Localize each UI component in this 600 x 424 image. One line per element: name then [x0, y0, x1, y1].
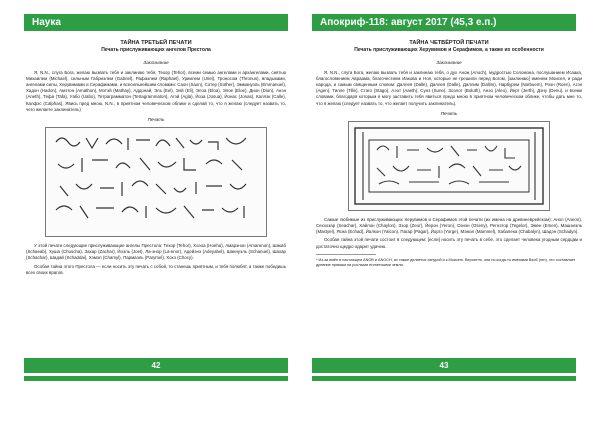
left-label-seal: Печать	[147, 116, 165, 122]
right-label-incantation: Заклинание	[436, 59, 462, 65]
right-caption: Самые любимые из прислуживающих Херувимов и Серафимов этой печати (их имена на древнееврейском): Анол (Aneon), Сеххозар (Seachar), Хайлон (Chaylon), Зэор (Zeor), Йерон (Yeron), Ознэн (Oseny), Регнэтор (Tegelor), Эмен (Emen), Машэиэль (Mastyel), Ясна (Echad), Йалкон (Yalcon), Пагар (Pagar), Йоргэ (Yorge), Мэмэл (Mammel), Хабалека (Chabalyn), Шадэн (Schadyn).	[316, 216, 582, 235]
left-content	[26, 40, 286, 278]
right-label-seal: Печать	[440, 110, 458, 116]
left-caption: У этой печати следующие прислуживающие ангелы Престола: Техор (Tehor), Хоэоа (Hoeha), Амарэнон (Amarenon), Шакаб (Schaeab), Хуша (Chuscha), Захар (Zachar), Йоэль (Joel), Ла-энор (La-enor), Адейэнэ (Adeyahel), Шаннуэль (Schanuel), Шахар (Schachar), Шадай (Schaddai), Хэмэл (Chamyl), Пармаэль (Parymel), Хохэ (Chocy).	[26, 242, 286, 261]
right-page-number: 43	[439, 361, 449, 370]
left-section-subtitle: Печать прислуживающих ангелов Престола	[101, 47, 211, 53]
left-bottom-strip	[24, 376, 288, 381]
left-footer-bar	[24, 358, 288, 373]
right-footer-bar	[312, 358, 576, 373]
third-seal-image	[45, 127, 267, 237]
right-header-title: Апокриф-118: август 2017 (45,3 е.п.)	[320, 17, 497, 28]
right-caption-2: Особая тайна этой печати состоит в следующем: [если] носить эту печать в себе, это сделает человека угодным сердцам и достаточно щедро одарит удачею.	[316, 237, 582, 249]
right-footnote: * Из-за имён в настоящем ANOB и ANOCH, их также делается ханурой и к Моисею. Вероятно, они по когда-то именами Вэоб (ген), что составляет древние прямым на рослыми египетскими земли.	[316, 257, 576, 267]
right-section-subtitle: Печать прислуживающих Херувимов и Серафимов, а также их особенности	[354, 47, 544, 53]
fourth-seal-glyphs	[349, 122, 549, 210]
left-section-title: ТАЙНА ТРЕТЬЕЙ ПЕЧАТИ	[120, 40, 192, 46]
right-content	[316, 40, 582, 268]
right-page	[300, 0, 600, 424]
left-header-title: Наука	[32, 17, 61, 28]
left-caption-2: Особая тайна этого Престола — если носить эту печать с собой, то станешь приятным, и тебя полюбят, а также победишь всех своих врагов.	[26, 263, 286, 275]
footnote-rule	[316, 254, 376, 255]
right-header-bar	[312, 14, 576, 31]
left-header-bar	[24, 14, 288, 31]
right-incantation-text: Я, N.N., слуга Бога, желаю вызвать тебя и заклинаю тебя, о дух Анож (Anoch), мудростью Соломона, послушанием Исаака, благословением Авраама, благочестием Иакова и Ноя, которые не грешили перед Богом, [заклинаю] именем Моисея, и ради народа, и самым священным словом: Даллея (Dalle), Даллея (Dalle), Даллим (Dallim), Нарбурем (Narbuem), Роэн (Roen), Агэн (Agen), Тилле (Tille), Стаго (Stago), Аэот (Aaeth), Сунэ (Sune), Зоэлот (Boluth), Анэо (Aleo), Йерт (Jerth), Дэну (Denu), и всеми словами, благодаря которым я могу заставить тебя явиться предо мною в приятном человеческом облике, чтобы дать мне то, что я желаю (следует назвать то, что желает получить заклинатель).	[316, 69, 582, 106]
left-page-number: 42	[151, 361, 161, 370]
third-seal-glyphs	[46, 128, 266, 236]
fourth-seal-image	[348, 121, 550, 211]
right-section-title: ТАЙНА ЧЕТВЁРТОЙ ПЕЧАТИ	[409, 40, 489, 46]
left-incantation-text: Я, N.N., слуга Бога, желаю вызвать тебя и заклинаю тебя, Техор (Tehor), всеми семью ангелами и архангелами, сиятью Михаилем (Michael), сильным Габриэлем (Gabriel), Рафаэлем (Raphael), Уриилем (Uriel), Троносом (Thronus), владыками, ангелами силы, Херувимами и Серафимами, и всесильнейшим словами: Саон (Saon), Сотер (Sother), Эммануэль (Emmanuel), Хадон (Hadon), Амэтон (Amathon), Мэтэй (Mathay), Аддонай, Эль (Eel), Элй (Eli), Элоа (Eloa), Элое (Eloe), Дион (Dion), Анэн (Aneth), Тефа (Tafa), Уабо (Uabo), Тетраграмматон (Tetragrammaton), Агэй (Agla), Йоза (Josua), Йонас (Jonas), Каллэк (Calle), Калфэс (Calphas), Явись пред мною, N.N., в приятном человеческом облике и сделай то, что я желаю (следует назвать то, чего желаете заклинатель)	[26, 69, 286, 112]
right-bottom-strip	[312, 376, 576, 381]
left-label-incantation: Заклинание	[143, 59, 169, 65]
